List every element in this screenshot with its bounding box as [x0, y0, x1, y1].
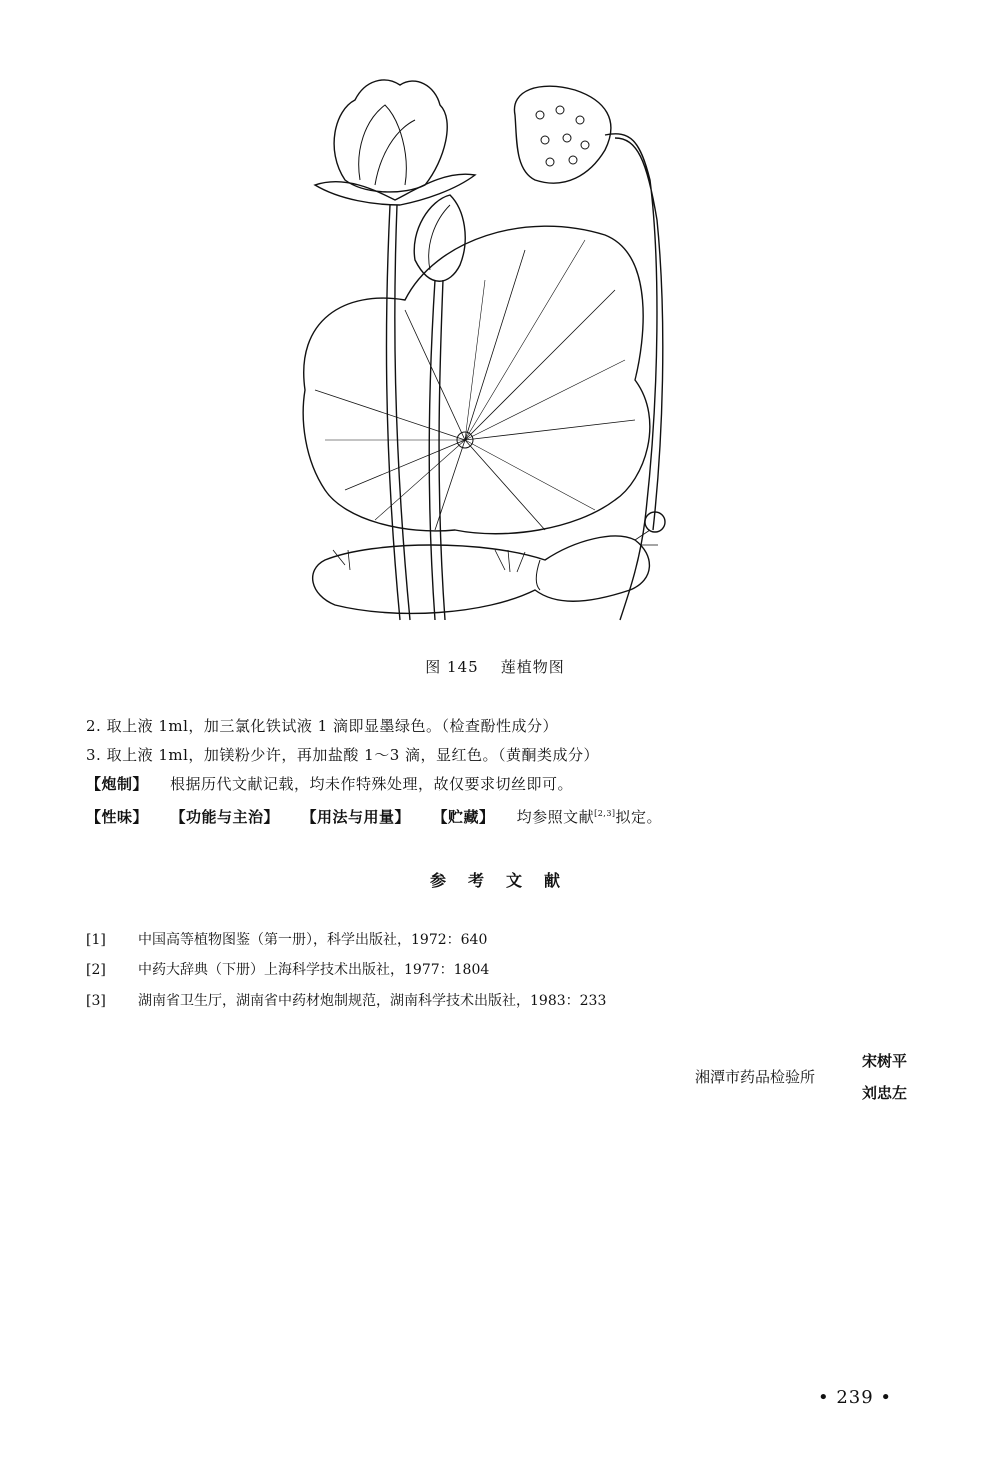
reference-note-tail: 拟定。	[615, 808, 663, 826]
lotus-flower	[334, 80, 447, 192]
test-line-3: 3. 取上液 1ml，加镁粉少许，再加盐酸 1～3 滴，显红色。（黄酮类成分）	[86, 746, 600, 764]
figure-number: 图 145	[425, 658, 479, 676]
function-indication-label: 【功能与主治】	[178, 808, 280, 826]
nature-flavor-label: 【性味】	[86, 808, 149, 826]
storage-label: 【贮藏】	[440, 808, 495, 826]
reference-item	[86, 959, 489, 979]
author-name: 刘忠左	[862, 1084, 908, 1102]
references-heading: 参考文献	[429, 871, 582, 890]
author-affiliation: 湘潭市药品检验所	[695, 1068, 816, 1086]
reference-index: [2]	[86, 962, 106, 978]
processing-label: 【炮制】	[86, 775, 149, 793]
reference-text: 中药大辞典（下册）上海科学技术出版社，1977：1804	[138, 962, 490, 978]
reference-note-text: 均参照文献	[516, 808, 595, 826]
test-line-2: 2. 取上液 1ml，加三氯化铁试液 1 滴即显墨绿色。（检查酚性成分）	[86, 717, 558, 735]
reference-item	[86, 929, 487, 949]
lotus-seed-pod	[514, 86, 610, 183]
reference-item	[86, 990, 606, 1010]
processing-text: 根据历代文献记载，均未作特殊处理，故仅要求切丝即可。	[170, 775, 574, 793]
author-name: 宋树平	[862, 1052, 908, 1070]
properties-paragraph	[86, 806, 662, 827]
usage-dosage-label: 【用法与用量】	[309, 808, 411, 826]
processing-paragraph	[86, 773, 573, 794]
citation-superscript: [2,3]	[594, 809, 616, 818]
reference-index: [1]	[86, 932, 106, 948]
page-number: • 239 •	[818, 1387, 893, 1408]
lotus-plant-illustration	[285, 60, 685, 635]
reference-text: 中国高等植物图鉴（第一册），科学出版社，1972：640	[138, 932, 488, 948]
figure-title: 莲植物图	[500, 658, 565, 676]
lotus-bud	[414, 195, 465, 281]
figure-caption	[0, 656, 990, 677]
lotus-leaf	[303, 226, 650, 534]
reference-index: [3]	[86, 993, 106, 1009]
reference-text: 湖南省卫生厅，湖南省中药材炮制规范，湖南科学技术出版社，1983：233	[138, 993, 607, 1009]
lotus-rhizome	[313, 536, 650, 613]
